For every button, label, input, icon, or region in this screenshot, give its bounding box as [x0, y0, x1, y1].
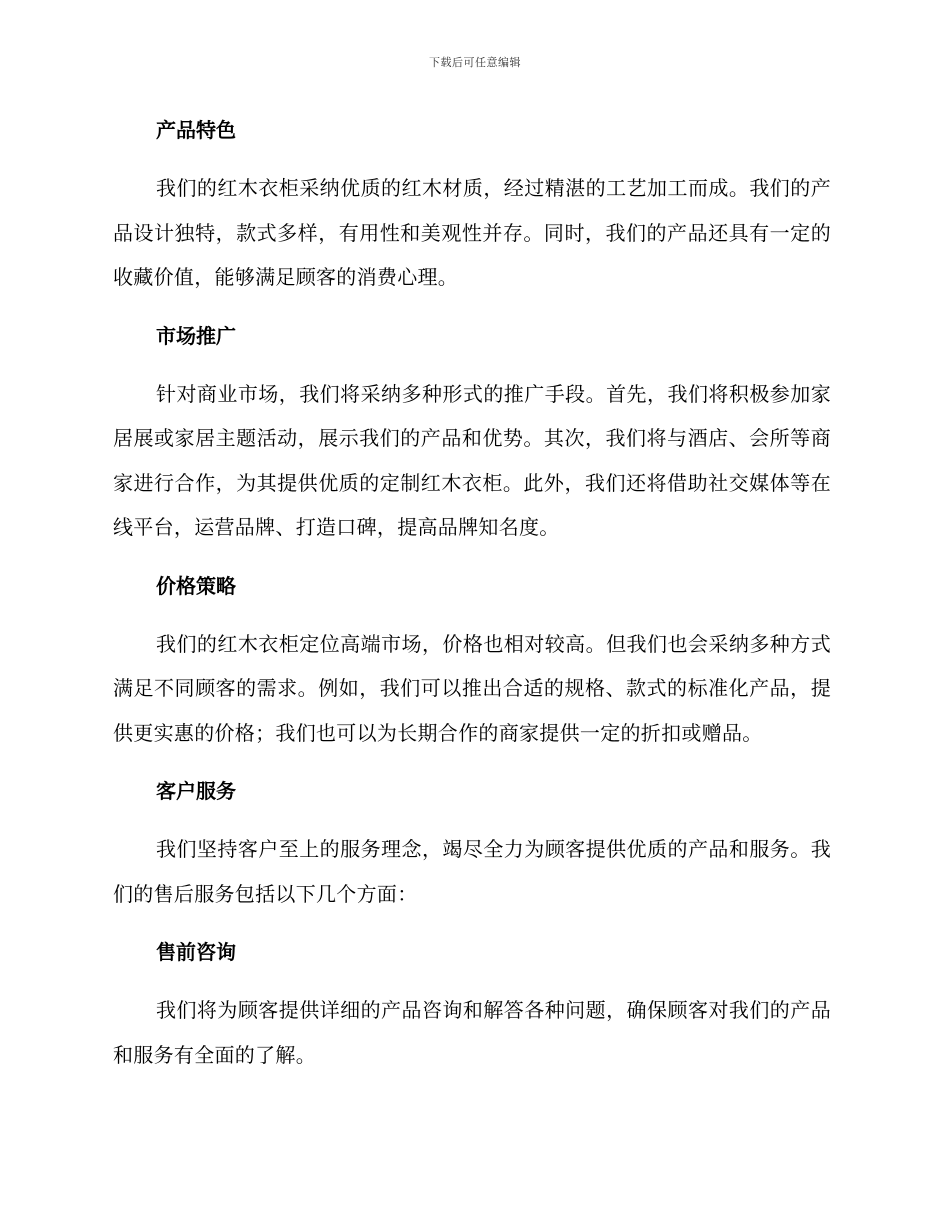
- section-paragraph: 我们的红木衣柜定位高端市场，价格也相对较高。但我们也会采纳多种方式满足不同顾客的需求。例如，我们可以推出合适的规格、款式的标准化产品，提供更实惠的价格；我们也可以为长期合作的商家提供一定的折扣或赠品。: [113, 631, 831, 745]
- page-header-note: 下载后可任意编辑: [429, 56, 521, 69]
- section-heading: 市场推广: [156, 323, 236, 348]
- section-heading: 客户服务: [156, 779, 236, 803]
- section-customer-service: [113, 769, 831, 916]
- section-paragraph: 我们坚持客户至上的服务理念，竭尽全力为顾客提供优质的产品和服务。我们的售后服务包括以下几个方面：: [113, 837, 831, 906]
- document-body: [113, 108, 831, 1091]
- section-heading: 售前咨询: [156, 940, 236, 964]
- section-paragraph: 我们的红木衣柜采纳优质的红木材质，经过精湛的工艺加工而成。我们的产品设计独特，款式多样，有用性和美观性并存。同时，我们的产品还具有一定的收藏价值，能够满足顾客的消费心理。: [113, 176, 831, 289]
- section-pricing: [113, 564, 831, 756]
- section-presales-consultation: [113, 930, 831, 1077]
- section-paragraph: 针对商业市场，我们将采纳多种形式的推广手段。首先，我们将积极参加家居展或家居主题活动，展示我们的产品和优势。其次，我们将与酒店、会所等商家进行合作，为其提供优质的定制红木衣柜。此外，我们还将借助社交媒体等在线平台，运营品牌、打造口碑，提高品牌知名度。: [113, 381, 831, 539]
- section-paragraph: 我们将为顾客提供详细的产品咨询和解答各种问题，确保顾客对我们的产品和服务有全面的了解。: [113, 998, 831, 1067]
- section-heading: 产品特色: [156, 118, 236, 142]
- section-marketing: [113, 314, 831, 550]
- section-product-features: [113, 108, 831, 300]
- section-heading: 价格策略: [156, 573, 236, 598]
